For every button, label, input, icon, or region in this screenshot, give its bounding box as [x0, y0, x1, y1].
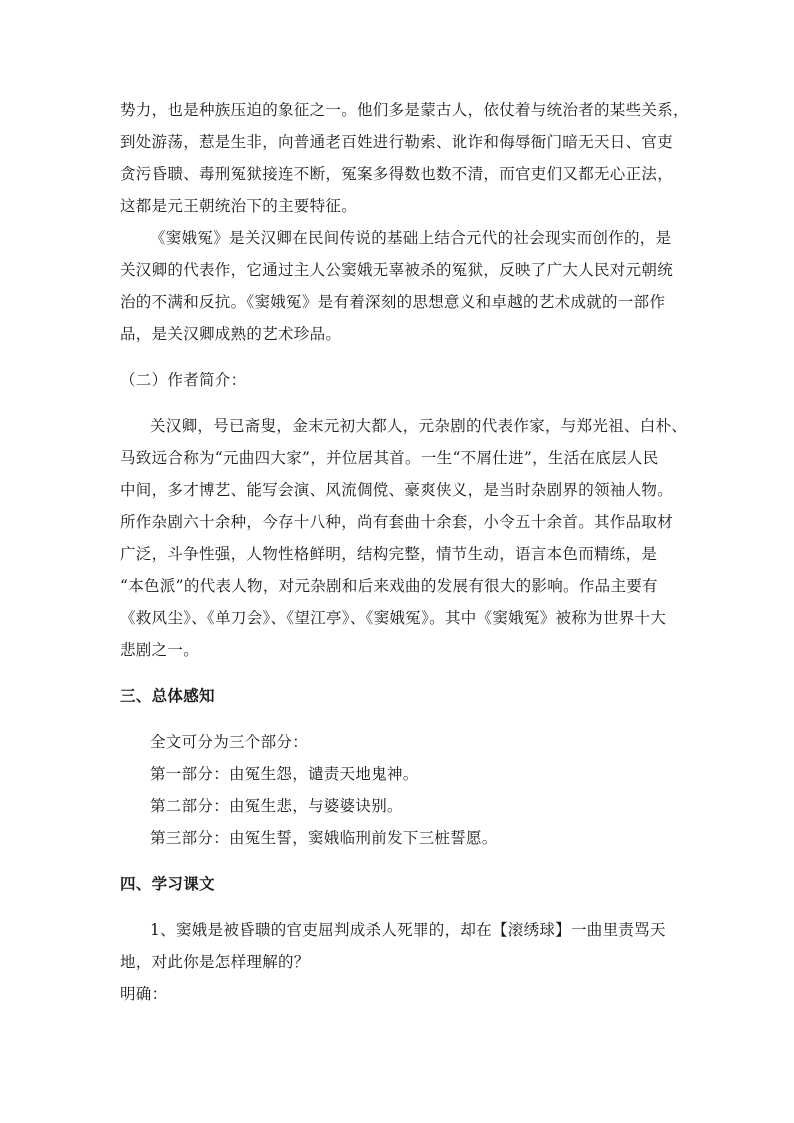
intro-line-2: 到处游荡，惹是生非，向普通老百姓进行勒索、讹诈和侮辱衙门暗无天日、官吏 [120, 133, 674, 151]
author-line-4: 所作杂剧六十余种，今存十八种，尚有套曲十余套，小令五十余首。其作品取材 [120, 513, 674, 531]
author-line-6: “本色派”的代表人物，对元杂剧和后来戏曲的发展有很大的影响。作品主要有 [120, 577, 658, 595]
work-intro-line-4: 品，是关汉卿成熟的艺术珍品。 [120, 325, 342, 343]
intro-line-3: 贪污昏聩、毒刑冤狱接连不断，冤案多得数也数不清，而官吏们又都无心正法， [120, 165, 674, 183]
work-intro-line-2: 关汉卿的代表作，它通过主人公窦娥无辜被杀的冤狱，反映了广大人民对元朝统 [120, 261, 674, 279]
overall-section-heading: 三、总体感知 [120, 687, 215, 705]
author-line-2: 马致远合称为“元曲四大家”，并位居其首。一生“不屑仕进”，生活在底层人民 [120, 449, 659, 467]
overall-line-4: 第三部分：由冤生誓，窦娥临刑前发下三桩誓愿。 [150, 829, 498, 847]
author-line-5: 广泛，斗争性强，人物性格鲜明，结构完整，情节生动，语言本色而精练，是 [120, 545, 658, 563]
study-section-heading: 四、学习课文 [120, 875, 215, 893]
overall-line-1: 全文可分为三个部分： [150, 733, 309, 751]
study-line-3: 明确： [120, 985, 168, 1003]
overall-line-3: 第二部分：由冤生悲，与婆婆诀别。 [150, 797, 403, 815]
author-line-3: 中间，多才博艺、能写会演、风流倜傥、豪爽侠义，是当时杂剧界的领袖人物。 [120, 481, 674, 499]
author-line-8: 悲剧之一。 [120, 641, 200, 659]
overall-line-2: 第一部分：由冤生怨，谴责天地鬼神。 [150, 765, 419, 783]
work-intro-line-1: 《窦娥冤》是关汉卿在民间传说的基础上结合元代的社会现实而创作的，是 [150, 229, 672, 247]
study-line-2: 地，对此你是怎样理解的？ [120, 953, 310, 971]
intro-line-1: 势力，也是种族压迫的象征之一。他们多是蒙古人，依仗着与统治者的某些关系， [120, 101, 689, 119]
study-line-1: 1、窦娥是被昏聩的官吏屈判成杀人死罪的，却在【滚绣球】一曲里责骂天 [150, 921, 666, 939]
author-section-heading: （二）作者简介： [120, 371, 247, 389]
author-line-7: 《救风尘》、《单刀会》、《望江亭》、《窦娥冤》。其中《窦娥冤》被称为世界十大 [120, 609, 667, 627]
author-line-1: 关汉卿，号已斋叟，金末元初大都人，元杂剧的代表作家，与郑光祖、白朴、 [150, 417, 688, 435]
work-intro-line-3: 治的不满和反抗。《窦娥冤》是有着深刻的思想意义和卓越的艺术成就的一部作 [120, 293, 666, 311]
intro-line-4: 这都是元王朝统治下的主要特征。 [120, 197, 358, 215]
